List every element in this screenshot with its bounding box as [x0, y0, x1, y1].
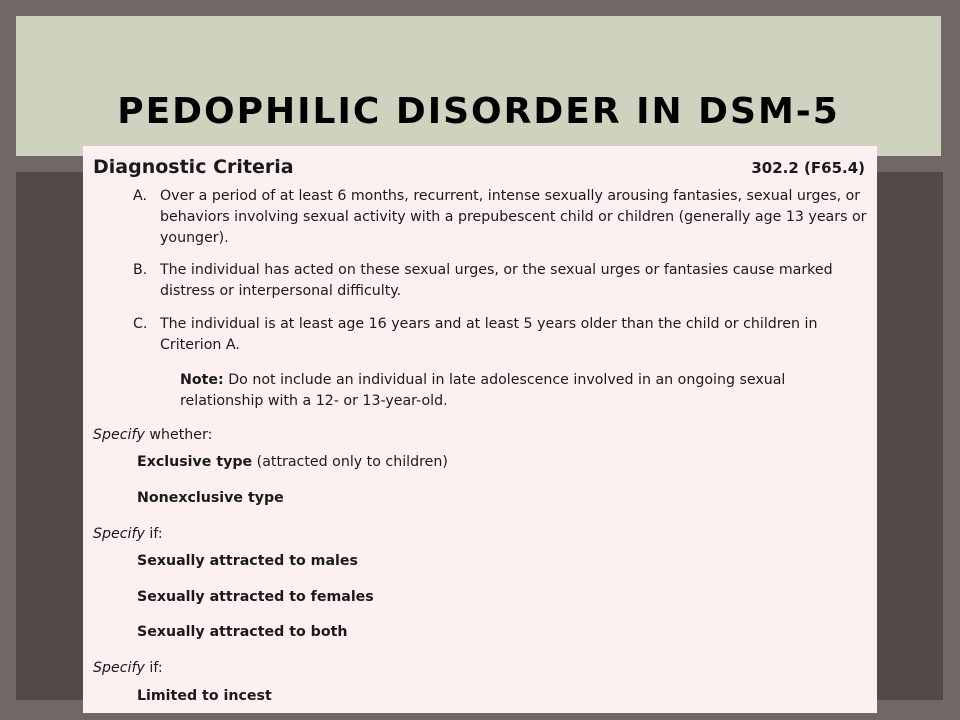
diagnostic-criteria-box	[83, 146, 877, 713]
criterion-letter: A.	[133, 188, 147, 204]
title-band	[16, 16, 941, 156]
criteria-header	[93, 156, 865, 180]
criterion-text: The individual has acted on these sexual urges, or the sexual urges or fantasies cause marked distress or interpersonal difficulty.	[160, 262, 833, 299]
specify-rest: if:	[144, 526, 163, 542]
criterion-b	[133, 260, 873, 302]
option-attracted-females	[137, 587, 374, 608]
criterion-text: The individual is at least age 16 years and at least 5 years older than the child or children in Criterion A.	[160, 316, 818, 353]
option-label: Sexually attracted to females	[137, 589, 374, 605]
note-label: Note:	[180, 372, 224, 388]
note-text: Do not include an individual in late adolescence involved in an ongoing sexual relationship with a 12- or 13-year-old.	[180, 372, 786, 409]
specify-if-attraction	[93, 524, 163, 545]
criterion-letter: C.	[133, 316, 148, 332]
option-label: Sexually attracted to males	[137, 553, 358, 569]
option-attracted-males	[137, 551, 358, 572]
criterion-c	[133, 314, 873, 356]
option-nonexclusive-type	[137, 488, 284, 509]
criterion-a	[133, 186, 873, 249]
specify-whether	[93, 425, 212, 446]
diagnostic-code: 302.2 (F65.4)	[751, 159, 865, 177]
option-attracted-both	[137, 622, 347, 643]
specify-label: Specify	[93, 427, 145, 443]
specify-if-incest	[93, 658, 163, 679]
specify-rest: if:	[144, 660, 163, 676]
option-label: Sexually attracted to both	[137, 624, 348, 640]
criteria-heading: Diagnostic Criteria	[93, 156, 294, 178]
specify-rest: whether:	[144, 427, 213, 443]
option-exclusive-type	[137, 452, 448, 473]
option-label: Exclusive type	[137, 454, 253, 470]
specify-label: Specify	[93, 660, 145, 676]
option-label: Nonexclusive type	[137, 490, 284, 506]
criterion-text: Over a period of at least 6 months, recurrent, intense sexually arousing fantasies, sexual urges, or behaviors involving sexual activity with a prepubescent child or children (generally age 13 years or younger).	[160, 188, 867, 246]
criterion-letter: B.	[133, 262, 148, 278]
option-detail: (attracted only to children)	[252, 454, 448, 470]
option-label: Limited to incest	[137, 688, 272, 704]
option-limited-to-incest	[137, 686, 272, 707]
specify-label: Specify	[93, 526, 145, 542]
slide-title: PEDOPHILIC DISORDER IN DSM-5	[117, 91, 840, 132]
criterion-note	[180, 370, 870, 412]
